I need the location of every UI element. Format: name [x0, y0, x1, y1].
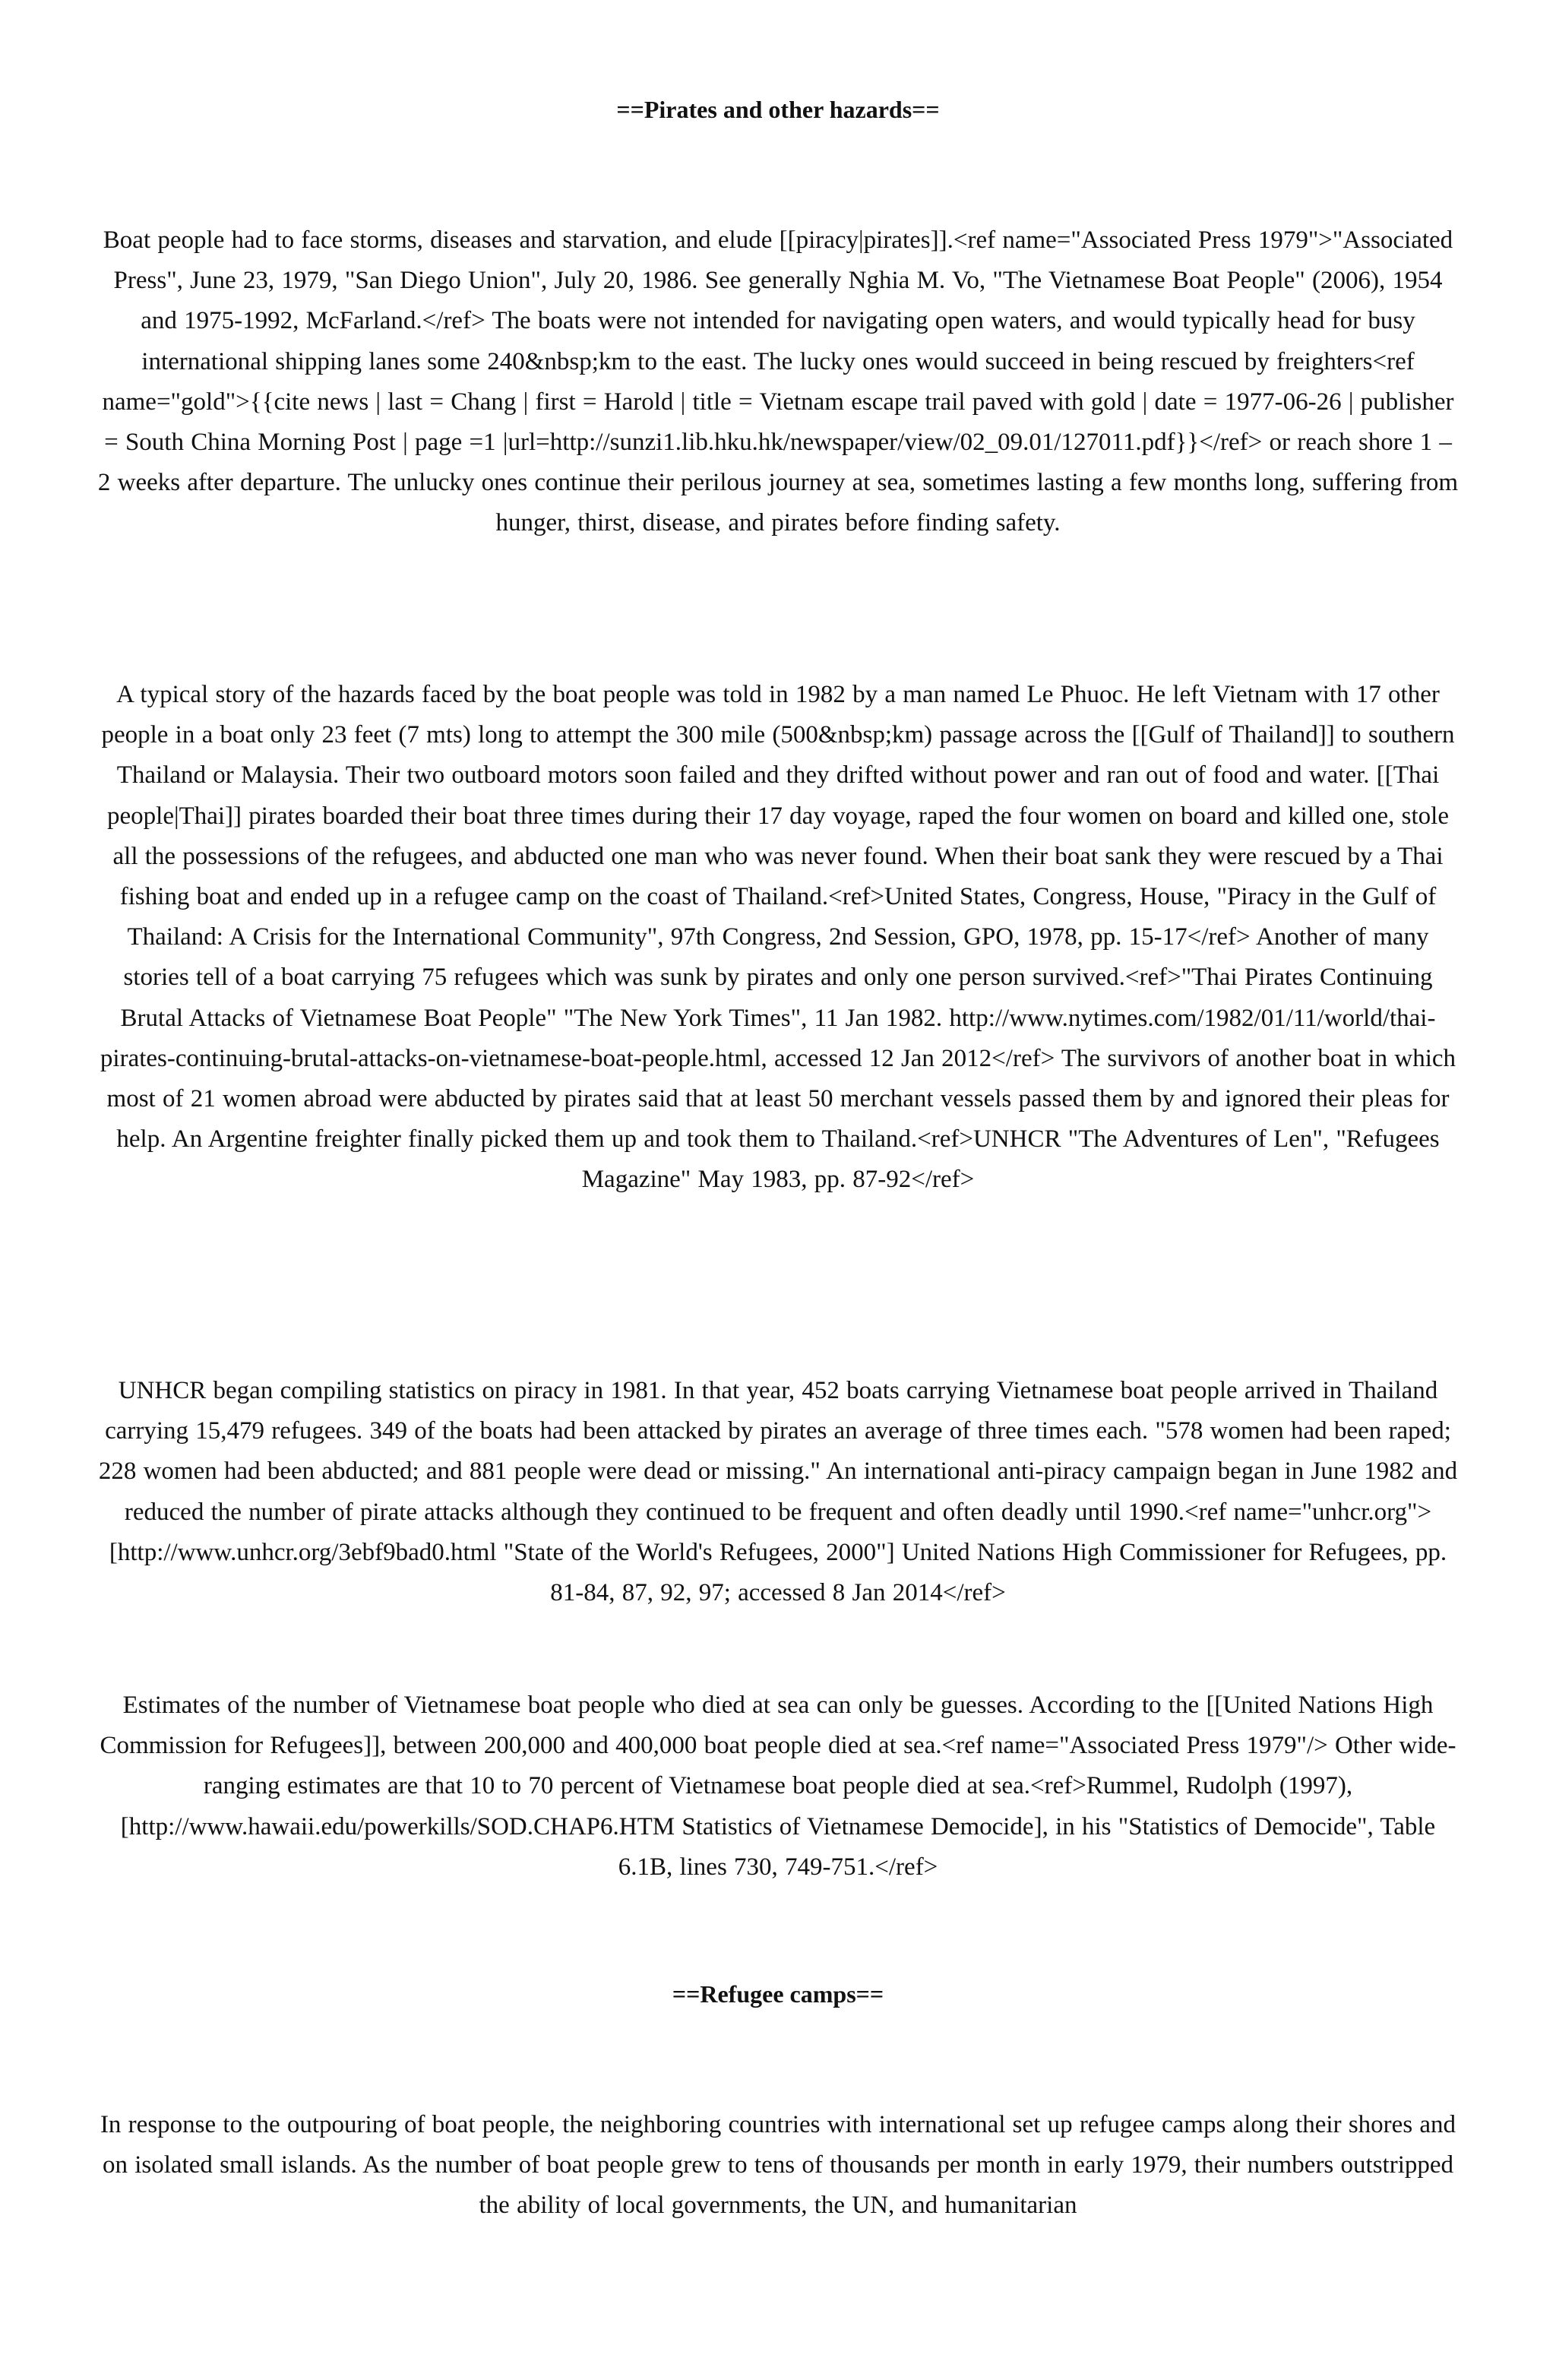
paragraph-unhcr-statistics: UNHCR began compiling statistics on piracy in 1981. In that year, 452 boats carrying Vietnamese boat people arrived in Thailand carrying 15,479 refugees. 349 of the boats had been attacked by pirates an average of three times each. "578 women had been raped; 228 women had been abducted; and 881 people were dead or missing." An international anti-piracy campaign began in June 1982 and reduced the number of pirate attacks although they continued to be frequent and often deadly until 1990.<ref name="unhcr.org">[http://www.unhcr.org/3ebf9bad0.html "State of the World's Refugees, 2000"] United Nations High Commissioner for Refugees, pp. 81-84, 87, 92, 97; accessed 8 Jan 2014</ref>: [98, 1377, 1458, 1607]
paragraph-le-phuoc-story: A typical story of the hazards faced by the boat people was told in 1982 by a man named Le Phuoc. He left Vietnam with 17 other people in a boat only 23 feet (7 mts) long to attempt the 300 mile (500&nbsp;km) passage across the [[Gulf of Thailand]] to southern Thailand or Malaysia. Their two outboard motors soon failed and they drifted without power and ran out of food and water. [[Thai people|Thai]] pirates boarded their boat three times during their 17 day voyage, raped the four women on board and killed one, stole all the possessions of the refugees, and abducted one man who was never found. When their boat sank they were rescued by a Thai fishing boat and ended up in a refugee camp on the coast of Thailand.<ref>United States, Congress, House, "Piracy in the Gulf of Thailand: A Crisis for the International Community", 97th Congress, 2nd Session, GPO, 1978, pp. 15-17</ref> Another of many stories tell of a boat carrying 75 refugees which was sunk by pirates and only one person survived.<ref>"Thai Pirates Continuing Brutal Attacks of Vietnamese Boat People" "The New York Times", 11 Jan 1982. http://www.nytimes.com/1982/01/11/world/thai-pirates-continuing-brutal-attacks-on-vietnamese-boat-people.html, accessed 12 Jan 2012</ref> The survivors of another boat in which most of 21 women abroad were abducted by pirates said that at least 50 merchant vessels passed them by and ignored their pleas for help. An Argentine freighter finally picked them up and took them to Thailand.<ref>UNHCR "The Adventures of Len", "Refugees Magazine" May 1983, pp. 87-92</ref>: [100, 681, 1456, 1194]
paragraph-boat-people-hazards: Boat people had to face storms, diseases and starvation, and elude [[piracy|pirates]].<ref name="Associated Press 1979">"Associated Press", June 23, 1979, "San Diego Union", July 20, 1986. See generally Nghia M. Vo, "The Vietnamese Boat People" (2006), 1954 and 1975-1992, McFarland.</ref> The boats were not intended for navigating open waters, and would typically head for busy international shipping lanes some 240&nbsp;km to the east. The lucky ones would succeed in being rescued by freighters<ref name="gold">{{cite news | last = Chang | first = Harold | title = Vietnam escape trail paved with gold | date = 1977-06-26 | publisher = South China Morning Post | page =1 |url=http://sunzi1.lib.hku.hk/newspaper/view/02_09.01/127011.pdf}}</ref> or reach shore 1 – 2 weeks after departure. The unlucky ones continue their perilous journey at sea, sometimes lasting a few months long, suffering from hunger, thirst, disease, and pirates before finding safety.: [97, 226, 1459, 537]
paragraph-refugee-camps: In response to the outpouring of boat people, the neighboring countries with international set up refugee camps along their shores and on isolated small islands. As the number of boat people grew to tens of thousands per month in early 1979, their numbers outstripped the ability of local governments, the UN, and humanitarian: [100, 2111, 1456, 2220]
section-heading-refugee-camps: ==Refugee camps==: [672, 1980, 884, 2008]
section-heading-pirates: ==Pirates and other hazards==: [616, 96, 940, 123]
paragraph-death-estimates: Estimates of the number of Vietnamese boat people who died at sea can only be guesses. According to the [[United Nations High Commission for Refugees]], between 200,000 and 400,000 boat people died at sea.<ref name="Associated Press 1979"/> Other wide-ranging estimates are that 10 to 70 percent of Vietnamese boat people died at sea.<ref>Rummel, Rudolph (1997), [http://www.hawaii.edu/powerkills/SOD.CHAP6.HTM Statistics of Vietnamese Democide], in his "Statistics of Democide", Table 6.1B, lines 730, 749-751.</ref>: [100, 1692, 1456, 1881]
